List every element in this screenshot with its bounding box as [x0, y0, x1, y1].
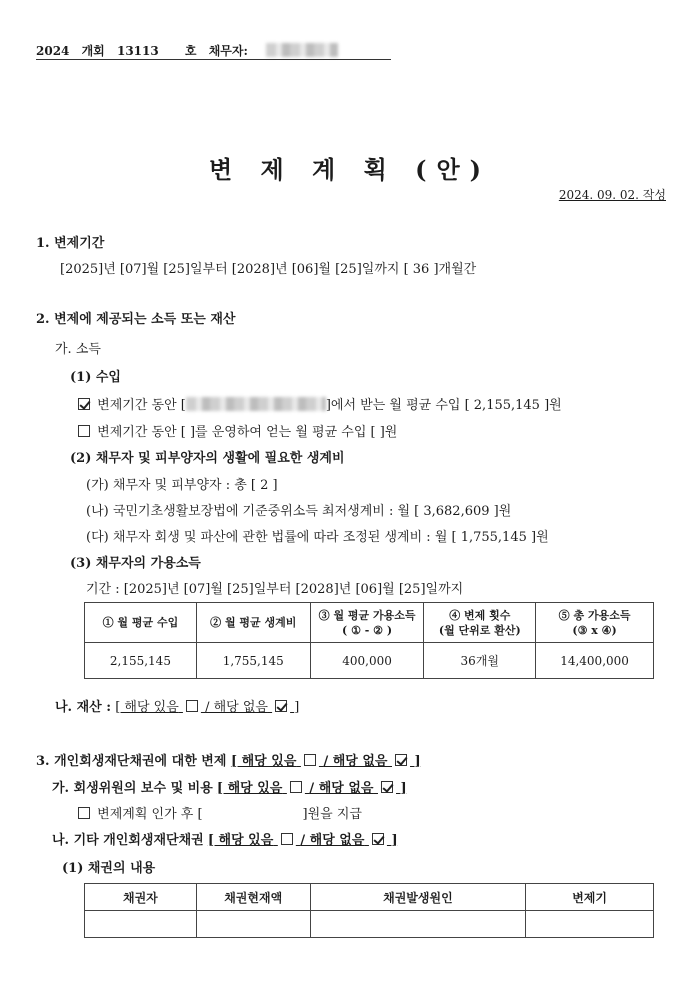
trustee-no-checkbox-checked[interactable]: [381, 781, 393, 793]
other-claims-options: [208, 833, 398, 848]
other-claims-label: 나. 기타 개인회생재단채권: [52, 833, 204, 848]
debtor-name-redacted: [266, 43, 338, 57]
header-underline: [36, 59, 391, 60]
property-line: [55, 696, 299, 715]
other-claims-no-label: / 해당 없음: [300, 833, 365, 848]
claims-header-creditor: 채권자: [85, 884, 197, 911]
claims-cell-cause: [310, 911, 526, 938]
claims-cell-amount: [196, 911, 310, 938]
other-claims-close-bracket: ]: [391, 833, 398, 848]
case-number: 13113: [116, 44, 159, 58]
header-disposable: ③ 월 평균 가용소득 ( ① - ② ): [310, 603, 424, 643]
employer-redacted: [186, 397, 326, 411]
living-cost-heading: (2) 채무자 및 피부양자의 생활에 필요한 생계비: [70, 451, 345, 466]
property-options: [115, 700, 299, 715]
cell-repayment-count: 36개월: [424, 643, 536, 679]
salary-suffix: ]에서 받는 월 평균 수입 [ 2,155,145 ]원: [325, 398, 562, 413]
other-claims-line: [52, 829, 398, 848]
trustee-payment-line: [75, 803, 362, 822]
property-yes-checkbox[interactable]: [186, 700, 198, 712]
header-monthly-income: ① 월 평균 수입: [85, 603, 197, 643]
claims-header-amount: 채권현재액: [196, 884, 310, 911]
income-heading: (1) 수입: [70, 370, 121, 385]
claims-header-due: 변제기: [526, 884, 654, 911]
section3-no-checkbox-checked[interactable]: [395, 754, 407, 766]
salary-checkbox-checked[interactable]: [78, 398, 90, 410]
trustee-yes-checkbox[interactable]: [290, 781, 302, 793]
living-cost-c: (다) 채무자 회생 및 파산에 관한 법률에 따라 조정된 생계비 : 월 [ 1,755,145 ]원: [86, 530, 549, 545]
case-suffix: 호: [184, 44, 197, 58]
income-line-business: [75, 421, 397, 440]
section3-yes-label: [ 해당 있음: [230, 754, 297, 769]
income-line-salary: [75, 394, 562, 413]
debtor-label: 채무자:: [208, 44, 248, 58]
salary-prefix: 변제기간 동안 [: [97, 398, 186, 413]
section3-options: [231, 754, 421, 769]
table-row: [85, 911, 654, 938]
claims-cell-creditor: [85, 911, 197, 938]
cell-total-disposable: 14,400,000: [536, 643, 654, 679]
case-year: 2024: [36, 44, 70, 58]
section3-no-label: / 해당 없음: [323, 754, 388, 769]
trustee-close-bracket: ]: [400, 781, 407, 796]
case-type: 개회: [81, 44, 105, 58]
document-title: 변 제 계 획 (안): [208, 155, 492, 184]
income-subheading: 가. 소득: [55, 342, 101, 357]
living-cost-b: (나) 국민기초생활보장법에 기준중위소득 최저생계비 : 월 [ 3,682,609 ]원: [86, 504, 512, 519]
header-living-cost: ② 월 평균 생계비: [196, 603, 310, 643]
property-yes-label: [ 해당 있음: [115, 700, 179, 715]
table-header-row: [85, 603, 654, 643]
trustee-payment-checkbox[interactable]: [78, 807, 90, 819]
property-close-bracket: ]: [294, 700, 300, 715]
property-label: 나. 재산 :: [55, 700, 112, 715]
section3-yes-checkbox[interactable]: [304, 754, 316, 766]
section3-heading: 3. 개인회생재단채권에 대한 변제: [36, 754, 227, 769]
trustee-payment-prefix: 변제계획 인가 후 [: [97, 807, 203, 822]
other-claims-yes-label: [ 해당 있음: [207, 833, 274, 848]
trustee-payment-suffix: ]원을 지급: [302, 807, 362, 822]
living-cost-a: (가) 채무자 및 피부양자 : 총 [ 2 ]: [86, 478, 278, 493]
trustee-fee-label: 가. 회생위원의 보수 및 비용: [52, 781, 213, 796]
property-no-checkbox-checked[interactable]: [275, 700, 287, 712]
claims-table: [84, 883, 654, 938]
header-repayment-count: ④ 변제 횟수 (월 단위로 환산): [424, 603, 536, 643]
disposable-income-heading: (3) 채무자의 가용소득: [70, 556, 201, 571]
other-claims-no-checkbox-checked[interactable]: [372, 833, 384, 845]
claims-header-row: [85, 884, 654, 911]
cell-disposable: 400,000: [310, 643, 424, 679]
claims-content-heading: (1) 채권의 내용: [62, 861, 156, 876]
repayment-period: [2025]년 [07]월 [25]일부터 [2028]년 [06]월 [25]일까지 [ 36 ]개월간: [60, 262, 477, 277]
property-no-label: / 해당 없음: [205, 700, 268, 715]
disposable-period: 기간 : [2025]년 [07]월 [25]일부터 [2028]년 [06]월 [25]일까지: [86, 582, 464, 597]
business-text: 변제기간 동안 [ ]를 운영하여 얻는 월 평균 수입 [ ]원: [97, 425, 398, 440]
trustee-no-label: / 해당 없음: [309, 781, 374, 796]
claims-header-cause: 채권발생원인: [310, 884, 526, 911]
cell-living-cost: 1,755,145: [196, 643, 310, 679]
trustee-fee-line: [52, 777, 407, 796]
business-checkbox[interactable]: [78, 425, 90, 437]
cell-monthly-income: 2,155,145: [85, 643, 197, 679]
table-row: [85, 643, 654, 679]
section1-heading: 1. 변제기간: [36, 236, 105, 251]
trustee-yes-label: [ 해당 있음: [216, 781, 283, 796]
header-total-disposable: ⑤ 총 가용소득 (③ x ④): [536, 603, 654, 643]
disposable-income-table: [84, 602, 654, 679]
section2-heading: 2. 변제에 제공되는 소득 또는 재산: [36, 312, 236, 327]
section3-close-bracket: ]: [414, 754, 421, 769]
document-date: 2024. 09. 02. 작성: [558, 188, 666, 202]
case-header: [36, 42, 346, 59]
claims-cell-due: [526, 911, 654, 938]
section3-heading-line: [36, 750, 421, 769]
trustee-fee-options: [217, 781, 407, 796]
other-claims-yes-checkbox[interactable]: [281, 833, 293, 845]
